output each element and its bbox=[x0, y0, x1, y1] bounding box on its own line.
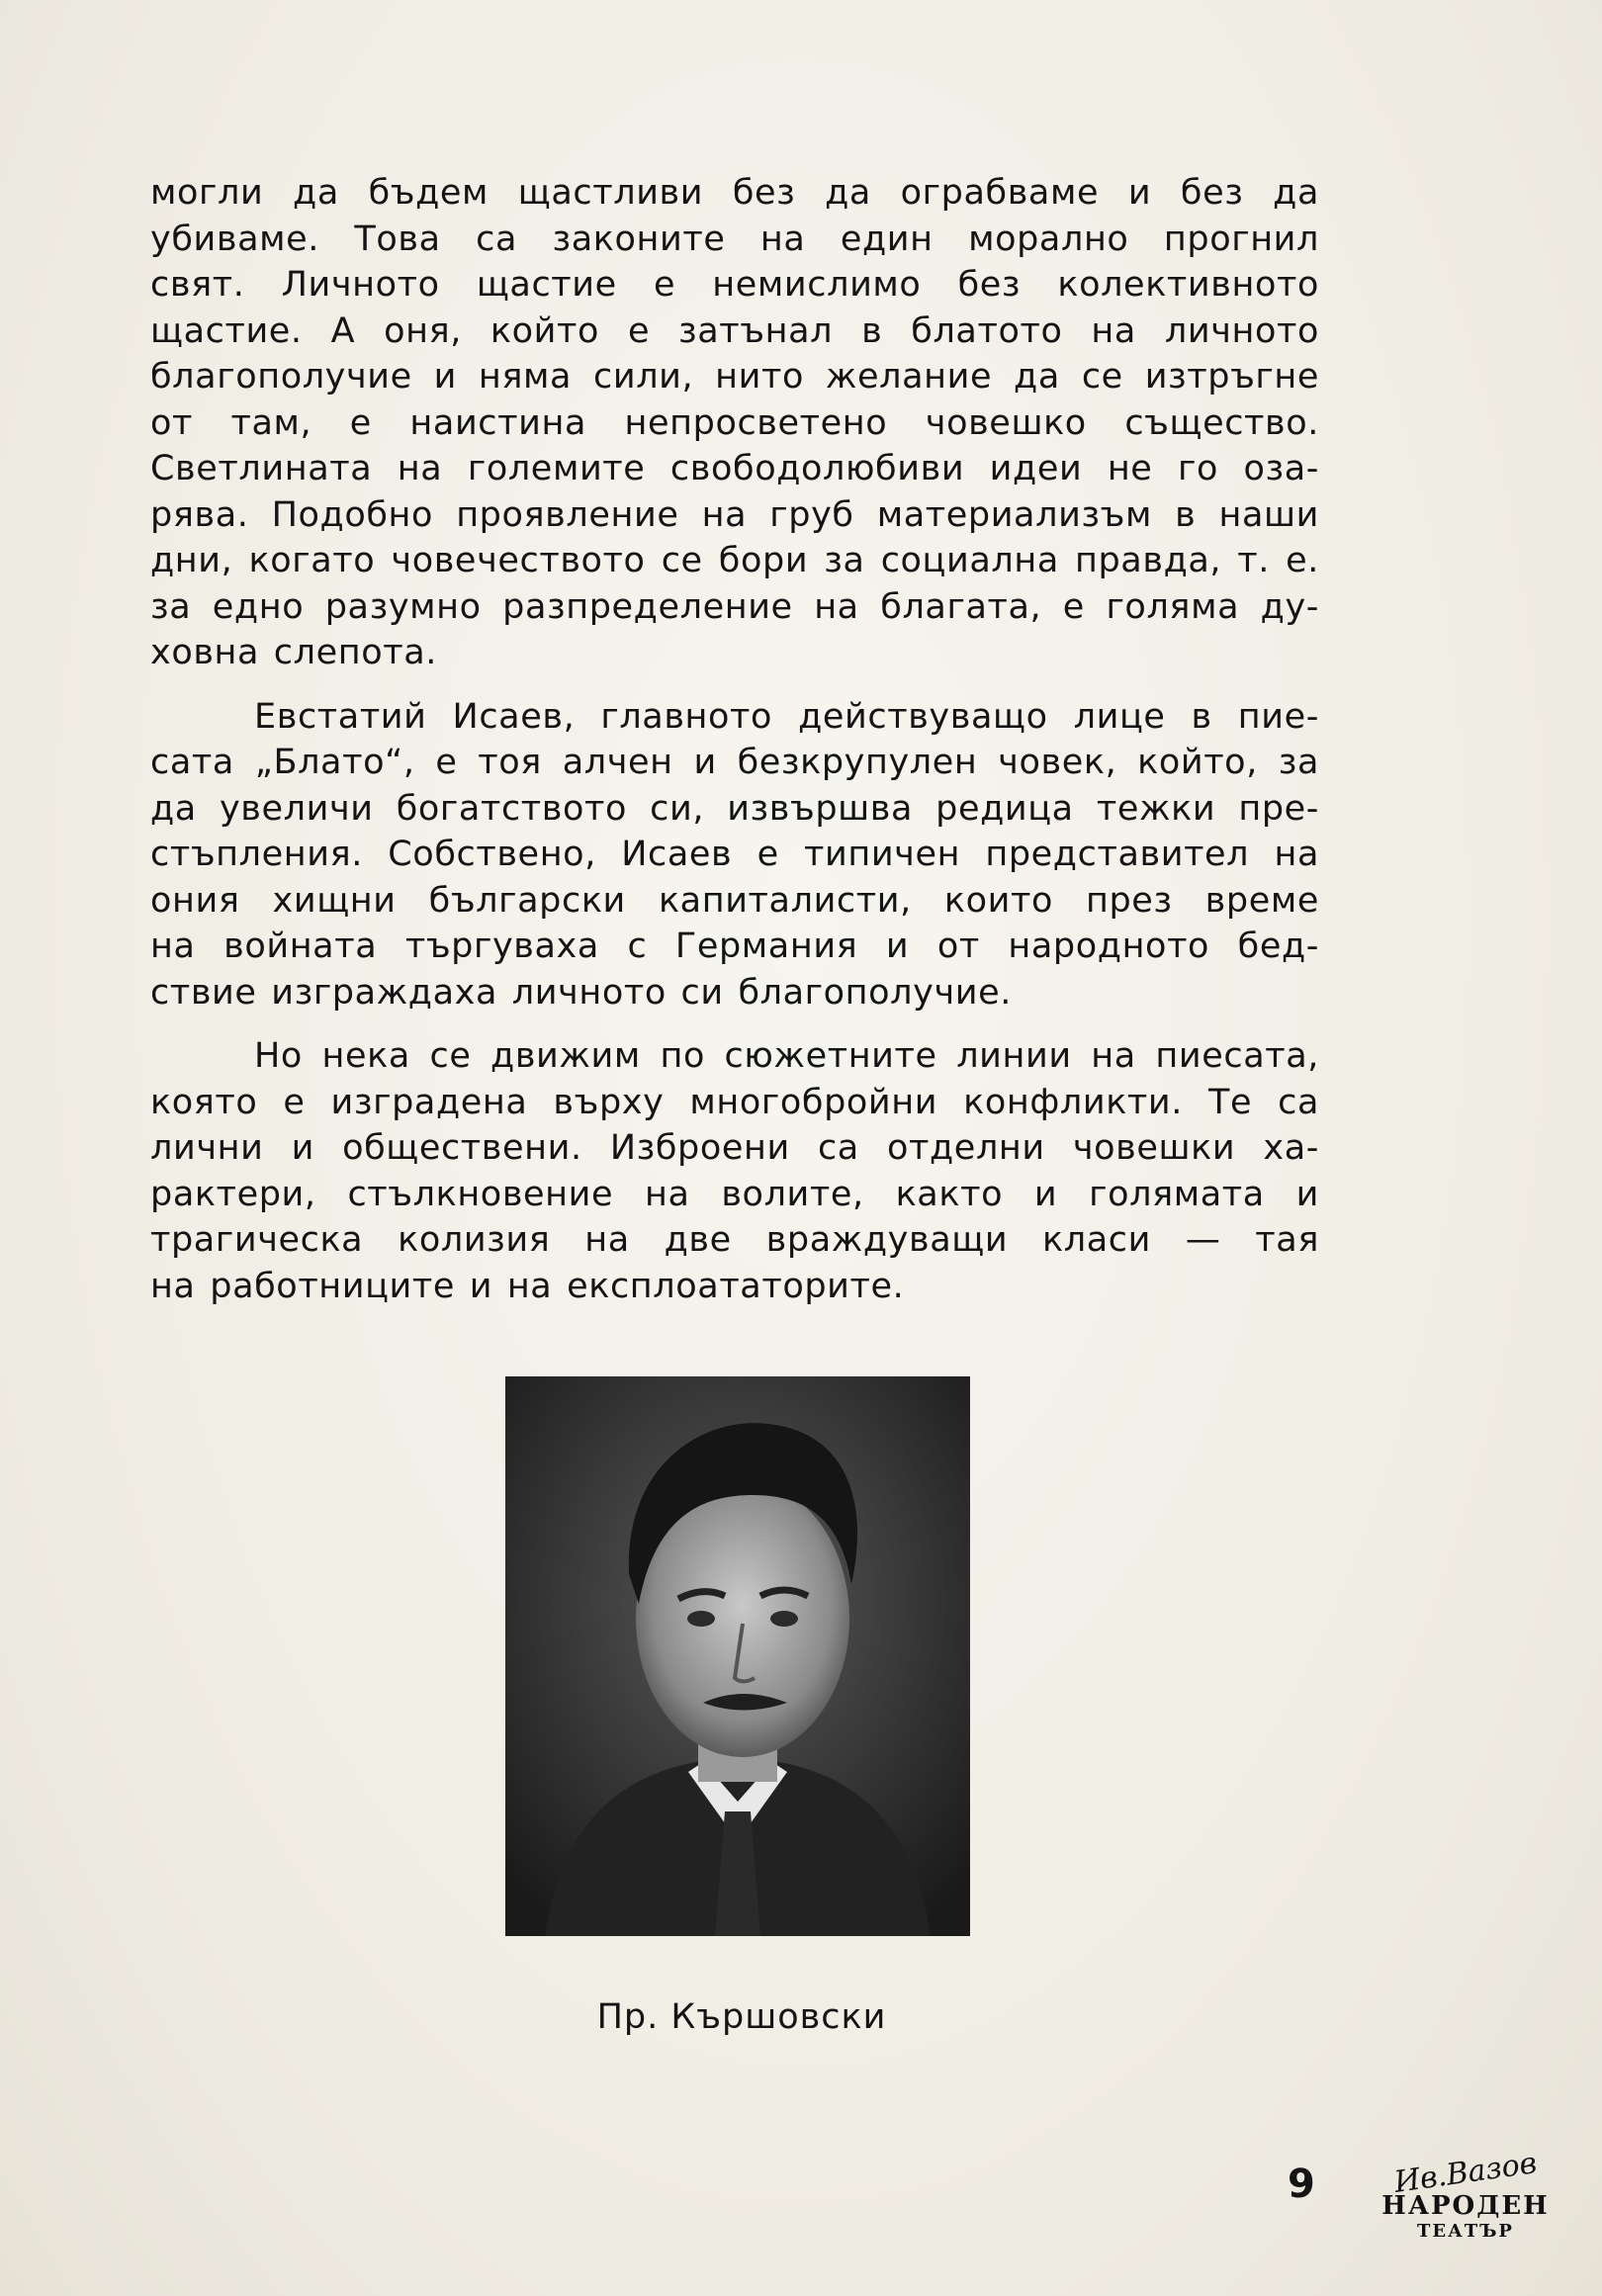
paragraph-1 bbox=[150, 170, 1319, 676]
stamp-line-1: НАРОДЕН bbox=[1381, 2191, 1550, 2221]
text-line: от там, е наистина непросветено човешко същество. bbox=[150, 402, 1319, 443]
text-line: която е изградена върху многобройни конфликти. Те са bbox=[150, 1082, 1319, 1122]
text-line: дни, когато човечеството се бори за социална правда, т. е. bbox=[150, 541, 1319, 580]
text-line: трагическа колизия на две враждуващи класи — тая bbox=[150, 1220, 1319, 1260]
portrait-photo bbox=[505, 1376, 970, 1936]
portrait-illustration bbox=[505, 1376, 970, 1936]
body-text bbox=[150, 170, 1319, 1327]
text-line: за едно разумно разпределение на благата, е голяма ду- bbox=[150, 586, 1319, 627]
text-line: Но нека се движим по сюжетните линии на пиесата, bbox=[254, 1036, 1319, 1076]
text-line: свят. Личното щастие е немислимо без колективното bbox=[150, 265, 1319, 305]
text-line: на работниците и на експлоататорите. bbox=[150, 1266, 905, 1306]
paragraph-2 bbox=[150, 694, 1319, 1016]
text-line: благополучие и няма сили, нито желание да се изтръгне bbox=[150, 357, 1319, 397]
text-line: да увеличи богатството си, извършва редица тежки пре- bbox=[150, 788, 1319, 829]
text-line: рактери, стълкновение на волите, както и голямата и bbox=[150, 1174, 1319, 1214]
stamp-line-2: ТЕАТЪР bbox=[1417, 2221, 1514, 2242]
text-line: ховна слепота. bbox=[150, 633, 438, 672]
theatre-stamp bbox=[1377, 2146, 1555, 2254]
text-line: сата „Блато“, е тоя алчен и безкрупулен човек, който, за bbox=[150, 743, 1319, 782]
text-line: Евстатий Исаев, главното действуващо лице в пие- bbox=[254, 696, 1319, 737]
text-line: на войната търгуваха с Германия и от народното бед- bbox=[150, 927, 1319, 966]
text-line: рява. Подобно проявление на груб материализъм в наши bbox=[150, 494, 1319, 535]
text-line: убиваме. Това са законите на един морално прогнил bbox=[150, 219, 1319, 259]
text-line: стъпления. Собствено, Исаев е типичен представител на bbox=[150, 835, 1319, 874]
paragraph-3 bbox=[150, 1033, 1319, 1309]
photo-caption: Пр. Кършовски bbox=[596, 1997, 887, 2037]
text-line: щастие. А оня, който е затънал в блатото на личното bbox=[150, 310, 1319, 351]
text-line: ония хищни български капиталисти, които през време bbox=[150, 880, 1319, 921]
text-line: Светлината на големите свободолюбиви идеи не го оза- bbox=[150, 449, 1319, 488]
text-line: могли да бъдем щастливи без да ограбваме и без да bbox=[150, 173, 1319, 213]
page-number: 9 bbox=[1288, 2162, 1315, 2207]
text-line: ствие изграждаха личното си благополучие. bbox=[150, 972, 1012, 1013]
text-line: лични и обществени. Изброени са отделни човешки ха- bbox=[150, 1128, 1319, 1168]
stamp-signature: Ив.Вазов bbox=[1391, 2146, 1540, 2200]
